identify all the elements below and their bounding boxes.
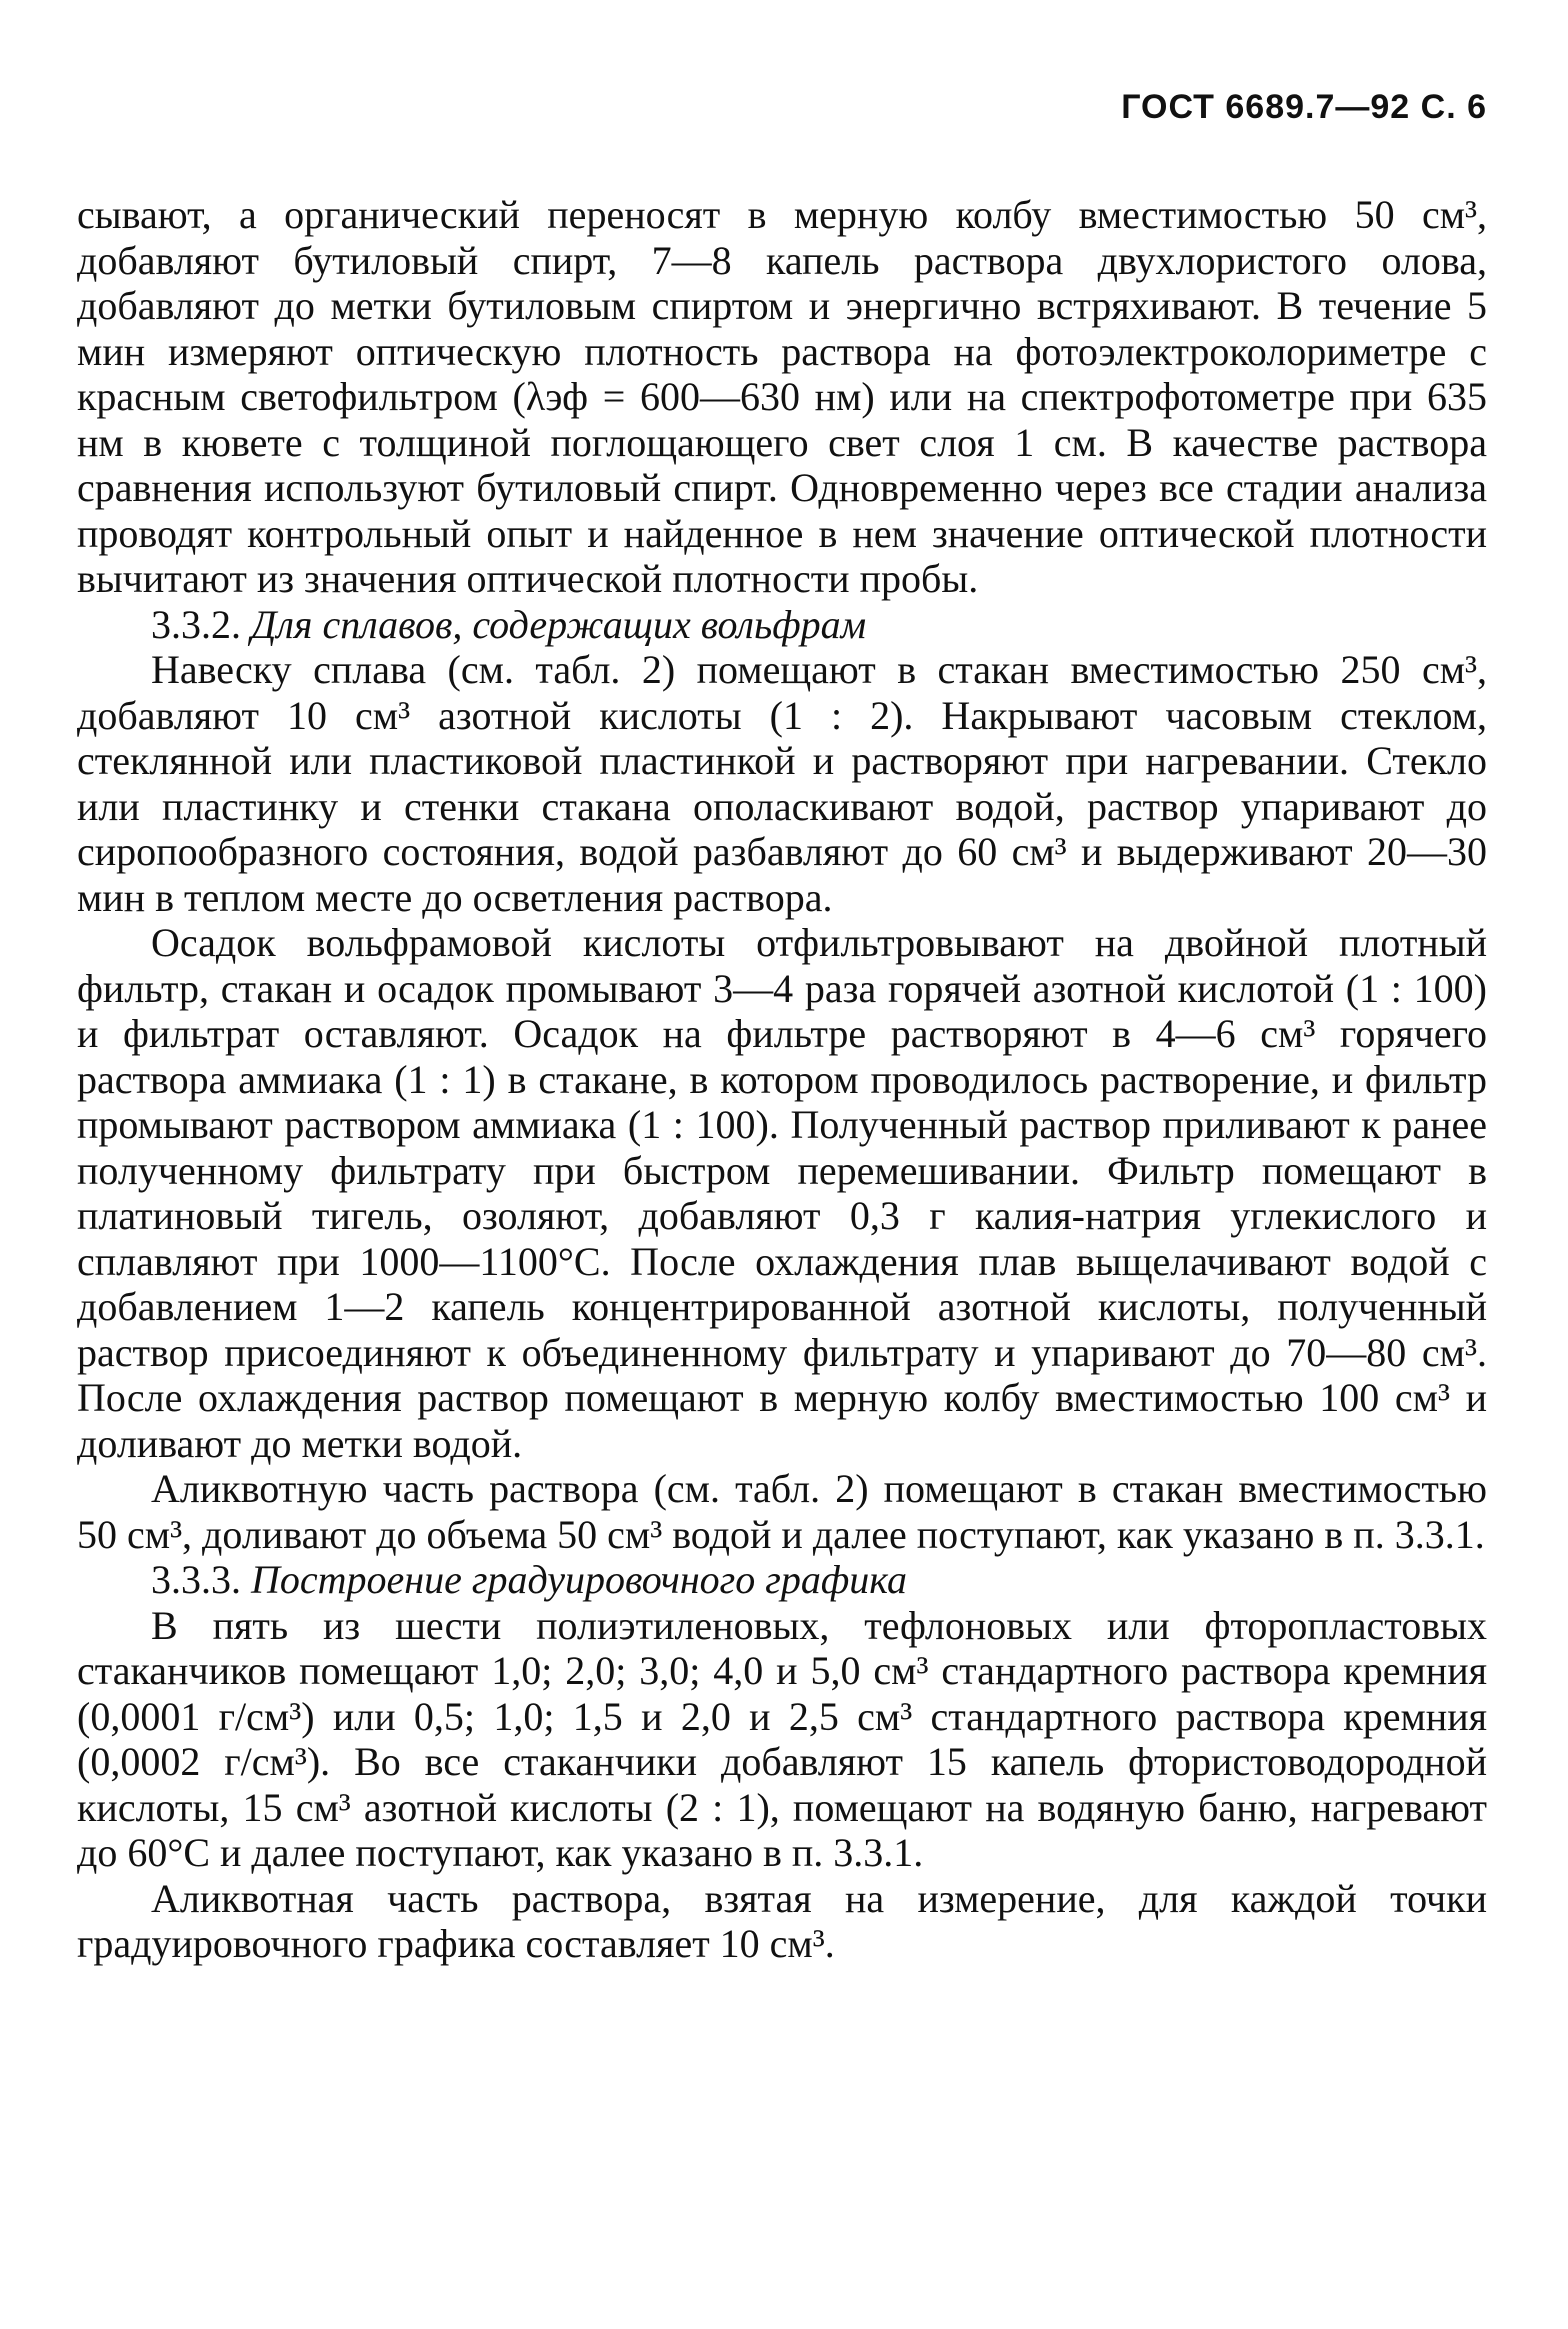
document-body — [77, 192, 1487, 1967]
section-number: 3.3.3. — [151, 1557, 241, 1602]
section-title: Для сплавов, содержащих вольфрам — [251, 601, 867, 647]
paragraph-aliquot: Аликвотную часть раствора (см. табл. 2) помещают в стакан вместимостью 50 см³, доливают до объема 50 см³ водой и далее поступают, как указано в п. 3.3.1. — [77, 1466, 1487, 1557]
section-heading-3-3-3 — [77, 1557, 1487, 1603]
section-heading-3-3-2 — [77, 602, 1487, 648]
paragraph-continuation: сывают, а органический переносят в мерную колбу вместимостью 50 см³, добавляют бутиловый спирт, 7—8 капель раствора двухлористого олова, добавляют до метки бутиловым спиртом и энергично встряхивают. В течение 5 мин измеряют оптическую плотность раствора на фотоэлектроколориметре с красным светофильтром (λэф = 600—630 нм) или на спектрофотометре при 635 нм в кювете с толщиной поглощающего свет слоя 1 см. В качестве раствора сравнения используют бутиловый спирт. Одновременно через все стадии анализа проводят контрольный опыт и найденное в нем значение оптической плотности вычитают из значения оптической плотности пробы. — [77, 192, 1487, 601]
section-number: 3.3.2. — [151, 601, 241, 647]
paragraph-calibration-aliquot: Аликвотная часть раствора, взятая на измерение, для каждой точки градуировочного графика составляет 10 см³. — [77, 1875, 1487, 1966]
section-title: Построение градуировочного графика — [251, 1557, 907, 1602]
paragraph-tungstic-acid-precipitate: Осадок вольфрамовой кислоты отфильтровывают на двойной плотный фильтр, стакан и осадок промывают 3—4 раза горячей азотной кислотой (1 : 100) и фильтрат оставляют. Осадок на фильтре растворяют в 4—6 см³ горячего раствора аммиака (1 : 1) в стакане, в котором проводилось растворение, и фильтр промывают раствором аммиака (1 : 100). Полученный раствор приливают к ранее полученному фильтрату при быстром перемешивании. Фильтр помещают в платиновый тигель, озоляют, добавляют 0,3 г калия-натрия углекислого и сплавляют при 1000—1100°С. После охлаждения плав выщелачивают водой с добавлением 1—2 капель концентрированной азотной кислоты, полученный раствор присоединяют к объединенному фильтрату и упаривают до 70—80 см³. После охлаждения раствор помещают в мерную колбу вместимостью 100 см³ и доливают до метки водой. — [77, 920, 1487, 1466]
paragraph-calibration-standards: В пять из шести полиэтиленовых, тефлоновых или фторопластовых стаканчиков помещают 1,0; 2,0; 3,0; 4,0 и 5,0 см³ стандартного раствора кремния (0,0001 г/см³) или 0,5; 1,0; 1,5 и 2,0 и 2,5 см³ стандартного раствора кремния (0,0002 г/см³). Во все стаканчики добавляют 15 капель фтористоводородной кислоты, 15 см³ азотной кислоты (2 : 1), помещают на водяную баню, нагревают до 60°С и далее поступают, как указано в п. 3.3.1. — [77, 1602, 1487, 1875]
paragraph-sample-dissolution: Навеску сплава (см. табл. 2) помещают в стакан вместимостью 250 см³, добавляют 10 см³ азотной кислоты (1 : 2). Накрывают часовым стеклом, стеклянной или пластиковой пластинкой и растворяют при нагревании. Стекло или пластинку и стенки стакана ополаскивают водой, раствор упаривают до сиропообразного состояния, водой разбавляют до 60 см³ и выдерживают 20—30 мин в теплом месте до осветления раствора. — [77, 647, 1487, 920]
document-page — [77, 0, 1487, 2329]
running-header: ГОСТ 6689.7—92 С. 6 — [1121, 88, 1487, 126]
